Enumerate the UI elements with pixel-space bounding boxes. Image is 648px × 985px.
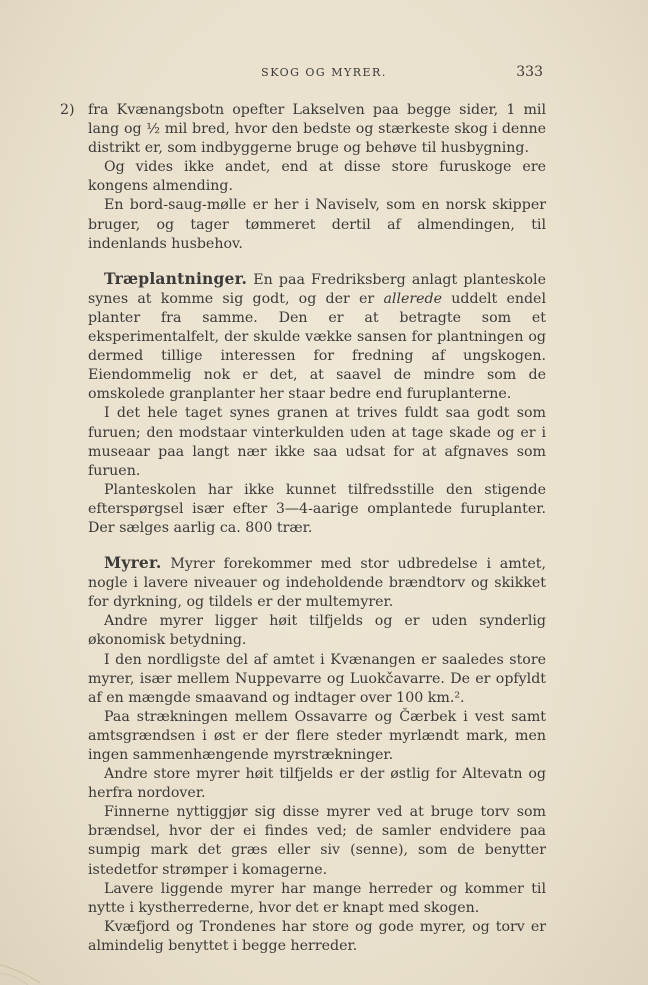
myrer-paragraph-1 — [88, 553, 546, 612]
traeplantninger-paragraph-1 — [88, 269, 546, 405]
section-traeplantninger — [88, 269, 546, 538]
section-title-myrer: Myrer. — [104, 553, 162, 573]
myrer-paragraph-4: Paa strækningen mellem Ossavarre og Čærbek i vest samt amtsgrændsen i øst er der flere steder myrlændt mark, men ingen sammenhængende myrstrækninger. — [88, 708, 546, 763]
intro-paragraph-1 — [60, 101, 546, 158]
myrer-paragraph-7: Lavere liggende myrer har mange herreder og kommer til nytte i kystherrederne, hvor det er knapt med skogen. — [88, 880, 546, 916]
traeplantninger-text-b: uddelt endel planter fra samme. Den er at betragte som et eksperimentalfelt, der skulde vække sansen for plantningen og dermed tillige interessen for fredning af ungskogen. Eiendommelig nok er det, at saavel de mindre som de omskolede granplanter her staar bedre end furuplanterne. — [88, 290, 546, 403]
traeplantninger-paragraph-2: I det hele taget synes granen at trives fuldt saa godt som furuen; den modstaar vinterkulden uden at tage skade og er i museaar paa langt nær ikke saa udsat for at afgnaves som furuen. — [88, 405, 546, 479]
myrer-paragraph-8: Kvæfjord og Trondenes har store og gode myrer, og torv er almindelig benyttet i begge herreder. — [88, 918, 546, 954]
myrer-paragraph-5: Andre store myrer høit tilfjelds er der østlig for Altevatn og herfra nordover. — [88, 766, 546, 802]
traeplantninger-paragraph-3: Planteskolen har ikke kunnet tilfredsstille den stigende efterspørgsel især efter 3—4-aarige omplantede furuplanter. Der sælges aarlig ca. 800 trær. — [88, 481, 546, 536]
myrer-paragraph-2: Andre myrer ligger høit tilfjelds og er uden synderlig økonomisk betydning. — [88, 613, 546, 649]
section-myrer — [88, 553, 546, 956]
myrer-paragraph-6: Finnerne nyttiggjør sig disse myrer ved at bruge torv som brændsel, hvor der ei findes ved; de samler endvidere paa sumpig mark det græs eller siv (senne), som de benytter istedetfor strømper i komagerne. — [88, 804, 546, 878]
body-text — [60, 101, 546, 956]
traeplantninger-text-a: En paa Fredriksberg anlagt planteskole synes at komme sig godt, og der er — [88, 271, 546, 307]
running-title: SKOG OG MYRER. — [261, 66, 387, 79]
footnote-marker: 2) — [60, 102, 75, 118]
myrer-text-1: Myrer forekommer med stor udbredelse i amtet, nogle i lavere niveauer og indeholdende brændtorv og skikket for dyrkning, og tildels er der multemyrer. — [88, 556, 546, 611]
myrer-paragraph-3: I den nordligste del af amtet i Kvænangen er saaledes store myrer, især mellem Nuppevarre og Luokčavarre. De er opfyldt af en mængde smaavand og indtager over 100 km.². — [88, 651, 546, 706]
page-number: 333 — [516, 64, 543, 80]
emphasis-allerede: allerede — [383, 290, 443, 307]
intro-paragraph-3: En bord-saug-mølle er her i Naviselv, som en norsk skipper bruger, og tager tømmeret dertil af almendingen, til indenlands husbehov. — [88, 197, 546, 252]
intro-text-1: fra Kvænangsbotn opefter Lakselven paa begge sider, 1 mil lang og ½ mil bred, hvor den bedste og stærkeste skog i denne distrikt er, som indbyggerne bruge og behøve til husbygning. — [88, 102, 546, 157]
page-header — [0, 66, 648, 86]
intro-paragraph-2: Og vides ikke andet, end at disse store furuskoge ere kongens almending. — [88, 159, 546, 195]
section-title-traeplantninger: Træplantninger. — [104, 268, 248, 288]
paper-crease-mark — [0, 925, 60, 985]
